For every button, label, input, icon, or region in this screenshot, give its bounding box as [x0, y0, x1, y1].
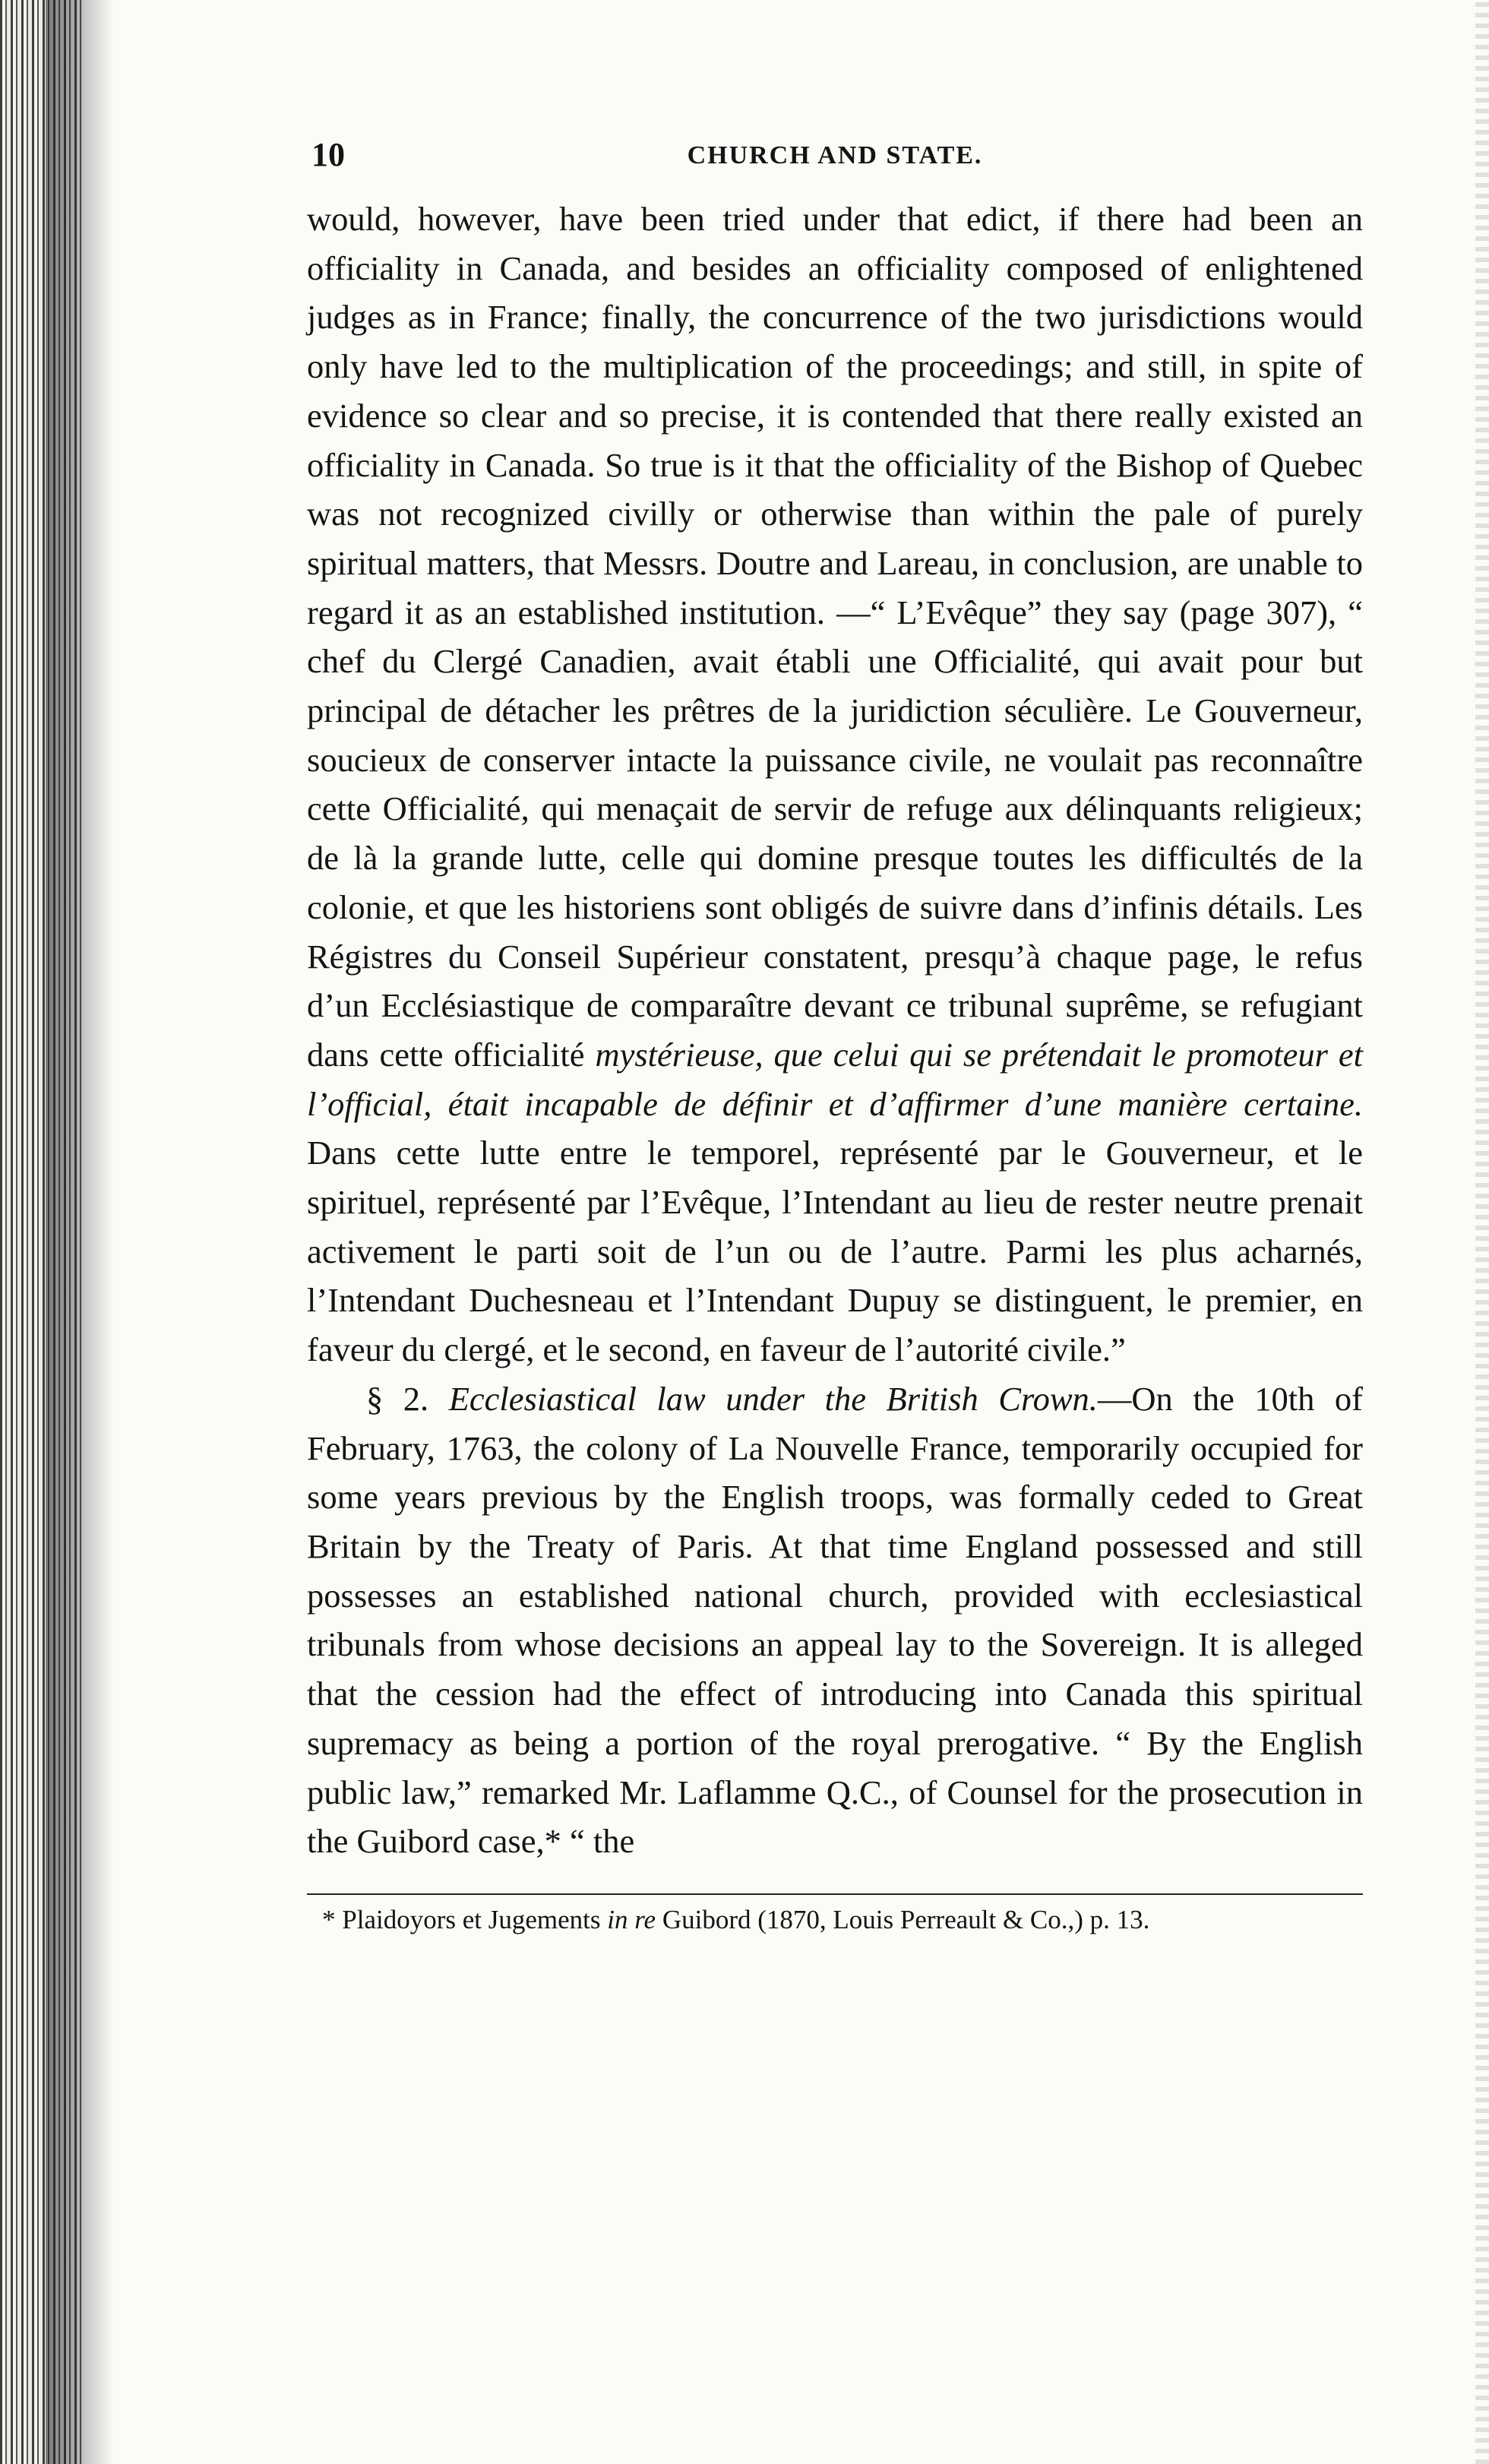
section-title: Ecclesiastical law under the British Crown. [448, 1379, 1098, 1418]
page-header [307, 128, 1363, 195]
paragraph-2-text: —On the 10th of February, 1763, the colony of La Nouvelle France, temporarily occupied for some years previous by the English troops, was formally ceded to Great Britain by the Treaty of Paris. At that time England possessed and still possesses an established national church, provided with ecclesiastical tribunals from whose decisions an appeal lay to the Sovereign. It is alleged that the cession had the effect of introducing into Canada this spiritual supremacy as being a portion of the royal prerogative. “ By the English public law,” remarked Mr. Laflamme Q.C., of Counsel for the prosecution in the Guibord case,* “ the [307, 1379, 1364, 1861]
paragraph-1-text: would, however, have been tried under that edict, if there had been an officiality in Canada, and besides an officiality composed of enlightened judges as in France; finally, the concurrence of the two jurisdictions would only have led to the multiplication of the proceedings; and still, in spite of evidence so clear and so precise, it is contended that there really existed an officiality in Canada. So true is it that the officiality of the Bishop of Quebec was not recognized civilly or otherwise than within the pale of purely spiritual matters, that Messrs. Doutre and Lareau, in conclusion, are unable to regard it as an established institution. —“ L’Evêque” they say (page 307), “ chef du Clergé Canadien, avait établi une Officialité, qui avait pour but principal de détacher les prêtres de la juridiction séculière. Le Gouverneur, soucieux de conserver intacte la puissance civile, ne voulait pas reconnaître cette Officialité, qui menaçait de servir de refuge aux délinquants religieux; de là la grande lutte, celle qui domine presque toutes les difficultés de la colonie, et que les historiens sont obligés de suivre dans d’infinis détails. Les Régistres du Conseil Supérieur constatent, presqu’à chaque page, le refus d’un Ecclésiastique de comparaître devant ce tribunal suprême, se refugiant dans cette officialité [307, 200, 1363, 1074]
footnote-text: * Plaidoyors et Jugements [322, 1904, 608, 1934]
page-number: 10 [311, 136, 345, 173]
footnote [307, 1901, 1363, 1939]
footnote-text-end: Guibord (1870, Louis Perreault & Co.,) p. 13. [656, 1904, 1150, 1934]
paragraph-1-text-end: Dans cette lutte entre le temporel, représenté par le Gouverneur, et le spirituel, représenté par l’Evêque, l’Intendant au lieu de rester neutre prenait activement le parti soit de l’un ou de l’autre. Parmi les plus acharnés, l’Intendant Duchesneau et l’Intendant Dupuy se distinguent, le premier, en faveur du clergé, et le second, en faveur de l’autorité civile.” [307, 1134, 1363, 1369]
book-page [307, 128, 1363, 1939]
section-mark: § 2. [366, 1379, 449, 1418]
paragraph-2 [307, 1374, 1363, 1866]
paragraph-1-italic-quote: mystérieuse, que celui qui se prétendait le promoteur et l’official, était incapable de définir et d’affirmer d’une manière certaine. [307, 1035, 1363, 1123]
running-head: CHURCH AND STATE. [687, 141, 983, 169]
spine-shadow [46, 0, 114, 2464]
paragraph-1 [307, 195, 1363, 1374]
footnote-rule [307, 1893, 1363, 1895]
body-text [307, 195, 1363, 1866]
footnote-italic: in re [607, 1904, 656, 1934]
page-edge-right [1475, 0, 1489, 2464]
